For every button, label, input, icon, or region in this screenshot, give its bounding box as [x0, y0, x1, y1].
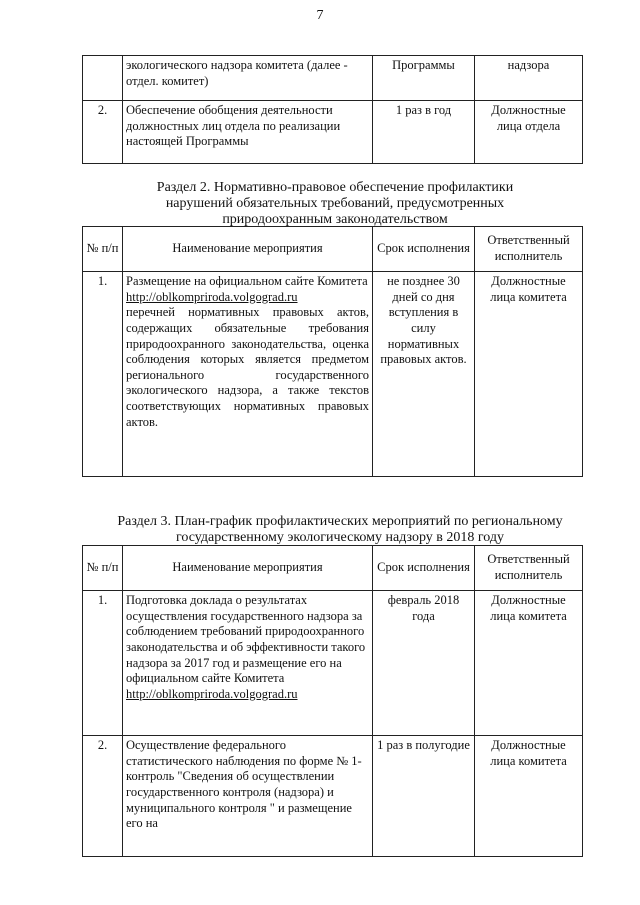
table-row [83, 736, 583, 857]
website-link[interactable]: http://oblkompriroda.volgograd.ru [126, 686, 298, 701]
row-term: февраль 2018 года [373, 591, 475, 736]
title-line: Раздел 3. План-график профилактических мероприятий по региональному [117, 514, 563, 529]
row-number: 2. [83, 101, 123, 164]
title-line: нарушений обязательных требований, предусмотренных [165, 196, 505, 212]
page-number: 7 [316, 8, 324, 23]
header-responsible: Ответственный исполнитель [475, 546, 583, 591]
table-row [83, 591, 583, 736]
row-activity [123, 591, 373, 736]
title-line: природоохранным законодательством [222, 212, 448, 228]
row-term: 1 раз в полугодие [373, 736, 475, 857]
row-activity [123, 272, 373, 477]
row-number [83, 56, 123, 101]
header-number: № п/п [83, 227, 123, 272]
header-term: Срок исполнения [373, 227, 475, 272]
table-continued [82, 55, 583, 164]
header-activity: Наименование мероприятия [123, 227, 373, 272]
table-header [83, 227, 583, 272]
row-term: 1 раз в год [373, 101, 475, 164]
row-responsible: Должностные лица комитета [475, 272, 583, 477]
row-responsible: надзора [475, 56, 583, 101]
row-number: 1. [83, 591, 123, 736]
title-line: Раздел 2. Нормативно-правовое обеспечение профилактики [156, 180, 514, 195]
activity-text: перечней нормативных правовых актов, содержащих обязательные требования природоохранного законодательства, оценка соблюдения которых является предметом регионального государственного экологического надзора, а также текстов соответствующих нормативных правовых актов. [126, 305, 369, 429]
website-link[interactable]: http://oblkompriroda.volgograd.ru [126, 289, 298, 304]
row-responsible: Должностные лица отдела [475, 101, 583, 164]
activity-text: Размещение на официальном сайте Комитета [126, 274, 368, 288]
table-row [83, 56, 583, 101]
row-activity: Обеспечение обобщения деятельности должностных лиц отдела по реализации настоящей Программы [123, 101, 373, 164]
header-term: Срок исполнения [373, 546, 475, 591]
row-activity: экологического надзора комитета (далее - отдел. комитет) [123, 56, 373, 101]
table-row [83, 272, 583, 477]
row-number: 1. [83, 272, 123, 477]
section-2-table [82, 226, 583, 477]
row-number: 2. [83, 736, 123, 857]
section-3-table [82, 545, 583, 857]
row-responsible: Должностные лица комитета [475, 591, 583, 736]
header-responsible: Ответственный исполнитель [475, 227, 583, 272]
section-3-title [60, 514, 620, 546]
header-number: № п/п [83, 546, 123, 591]
title-line: государственному экологическому надзору в 2018 году [175, 530, 504, 546]
table-row [83, 101, 583, 164]
section-2-title [70, 180, 600, 228]
header-activity: Наименование мероприятия [123, 546, 373, 591]
row-activity: Осуществление федерального статистического наблюдения по форме № 1-контроль "Сведения об осуществлении государственного контроля (надзора) и муниципального контроля " и размещение его на [123, 736, 373, 857]
row-term: Программы [373, 56, 475, 101]
activity-text: Подготовка доклада о результатах осуществления государственного надзора за соблюдением требований природоохранного законодательства и об эффективности такого надзора за 2017 год и размещение его на официальном сайте Комитета [126, 593, 366, 686]
row-term: не позднее 30 дней со дня вступления в силу нормативных правовых актов. [373, 272, 475, 477]
row-responsible: Должностные лица комитета [475, 736, 583, 857]
table-header [83, 546, 583, 591]
